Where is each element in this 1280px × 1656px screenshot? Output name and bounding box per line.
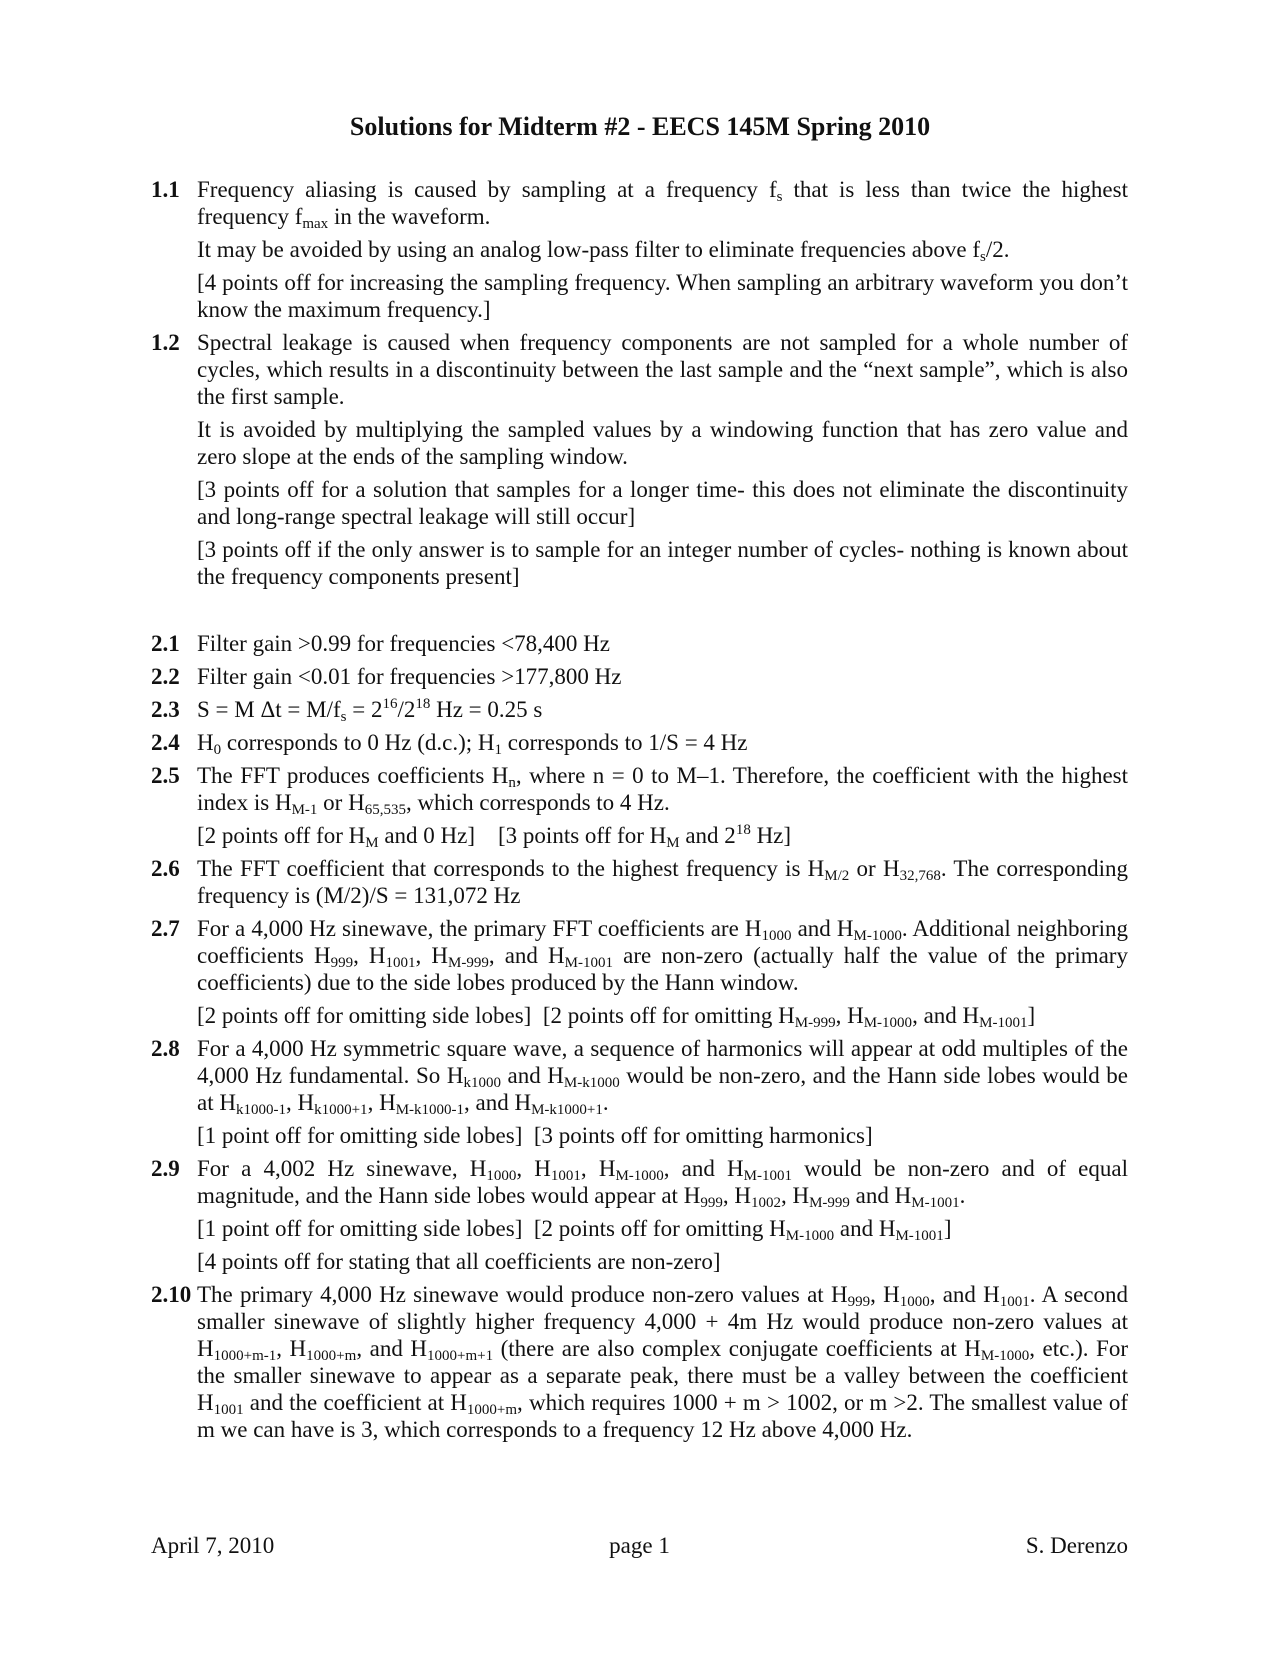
item-number: 2.9	[151, 1156, 180, 1181]
item-body	[197, 663, 1128, 696]
item-paragraph: Frequency aliasing is caused by sampling at a frequency $f_s$ that is less than twice the highest frequency $f_{max}$ in the waveform.	[197, 177, 1128, 232]
item-number: 1.2	[151, 330, 180, 355]
item-body	[197, 1155, 1128, 1281]
page-title: Solutions for Midterm #2 - EECS 145M Spring 2010	[349, 112, 931, 141]
item-body	[197, 729, 1128, 762]
item-number: 2.4	[151, 730, 180, 755]
item-paragraph: [1 point off for omitting side lobes] [2 points off for omitting $H_{M-1000}$ and $H_{M-1001}$]	[197, 1216, 952, 1244]
item-number: 1.1	[151, 177, 180, 202]
item-paragraph: Filter gain <0.01 for frequencies >177,800 Hz	[197, 664, 622, 689]
item-body	[197, 1281, 1128, 1449]
item-paragraph: It is avoided by multiplying the sampled values by a windowing function that has zero value and zero slope at the ends of the sampling window.	[197, 417, 1128, 469]
solution-item	[151, 1155, 1128, 1281]
item-number: 2.3	[151, 697, 180, 722]
item-paragraph: [2 points off for omitting side lobes] [2 points off for omitting $H_{M-999}$, $H_{M-1000}$, and $H_{M-1001}$]	[197, 1003, 1036, 1031]
item-number: 2.5	[151, 763, 180, 788]
item-paragraph: It may be avoided by using an analog low-pass filter to eliminate frequencies above $f_s/2$.	[197, 237, 1010, 265]
item-number: 2.2	[151, 664, 180, 689]
item-number: 2.7	[151, 916, 180, 941]
footer-author: S. Derenzo	[1025, 1533, 1128, 1558]
item-paragraph: Filter gain >0.99 for frequencies <78,400 Hz	[197, 631, 611, 656]
item-paragraph: [1 point off for omitting side lobes] [3 points off for omitting harmonics]	[197, 1123, 873, 1148]
item-body	[197, 762, 1128, 855]
item-body	[197, 915, 1128, 1035]
solution-item	[151, 855, 1128, 915]
solution-item	[151, 1035, 1128, 1155]
item-paragraph: Spectral leakage is caused when frequency components are not sampled for a whole number of cycles, which results in a discontinuity between the last sample and the “next sample”, which is also the first sample.	[197, 330, 1128, 409]
solution-item	[151, 1281, 1128, 1449]
item-number: 2.10	[151, 1282, 192, 1307]
item-body	[197, 855, 1128, 915]
item-paragraph: For a 4,000 Hz symmetric square wave, a sequence of harmonics will appear at odd multiples of the 4,000 Hz fundamental. So $H_{k1000}$ and $H_{M-k1000}$ would be non-zero, and the Hann side lobes would be at $H_{k1000-1}$, $H_{k1000+1}$, $H_{M-k1000-1}$, and $H_{M-k1000+1}$.	[197, 1036, 1128, 1118]
solution-item	[151, 630, 1128, 663]
solution-item	[151, 176, 1128, 329]
solution-item	[151, 329, 1128, 596]
item-paragraph: [2 points off for $H_M$ and 0 Hz] [3 points off for $H_M$ and $2^{18}$ Hz]	[197, 822, 792, 851]
item-paragraph: For a 4,000 Hz sinewave, the primary FFT coefficients are $H_{1000}$ and $H_{M-1000}$. Additional neighboring coefficients $H_{999}$, $H_{1001}$, $H_{M-999}$, and $H_{M-1001}$ are non-zero (actually half the value of the primary coefficients) due to the side lobes produced by the Hann window.	[197, 916, 1128, 995]
solution-item	[151, 729, 1128, 762]
item-paragraph: [3 points off if the only answer is to sample for an integer number of cycles- nothing is known about the frequency components present]	[197, 537, 1128, 589]
solution-item	[151, 663, 1128, 696]
item-paragraph: The FFT produces coefficients $H_n$, where n = 0 to M–1. Therefore, the coefficient with the highest index is $H_{M-1}$ or $H_{65,535}$, which corresponds to 4 Hz.	[197, 763, 1128, 818]
item-paragraph: S = M $\Delta t = M/f_s = 2^{16}/2^{18}$ Hz = 0.25 s	[197, 696, 543, 725]
solution-item	[151, 915, 1128, 1035]
item-number: 2.8	[151, 1036, 180, 1061]
item-paragraph: $H_0$ corresponds to 0 Hz (d.c.); $H_1$ corresponds to 1/S = 4 Hz	[197, 730, 748, 758]
item-number: 2.6	[151, 856, 180, 881]
solution-item	[151, 762, 1128, 855]
item-body	[197, 329, 1128, 596]
item-body	[197, 630, 1128, 663]
item-paragraph: [4 points off for increasing the sampling frequency. When sampling an arbitrary waveform you don’t know the maximum frequency.]	[197, 270, 1128, 322]
item-paragraph: [4 points off for stating that all coefficients are non-zero]	[197, 1249, 721, 1274]
footer-page-number: page 1	[609, 1533, 670, 1558]
solutions-list	[151, 176, 1128, 1449]
item-paragraph: The primary 4,000 Hz sinewave would produce non-zero values at $H_{999}$, $H_{1000}$, and $H_{1001}$. A second smaller sinewave of slightly higher frequency 4,000 + 4m Hz would produce non-zero values at $H_{1000+m-1}$, $H_{1000+m}$, and $H_{1000+m+1}$ (there are also complex conjugate coefficients at $H_{M-1000}$, etc.). For the smaller sinewave to appear as a separate peak, there must be a valley between the coefficient $H_{1001}$ and the coefficient at $H_{1000+m}$, which requires 1000 + m > 1002, or m >2. The smallest value of m we can have is 3, which corresponds to a frequency 12 Hz above 4,000 Hz.	[197, 1282, 1128, 1442]
item-paragraph: [3 points off for a solution that samples for a longer time- this does not eliminate the discontinuity and long-range spectral leakage will still occur]	[197, 477, 1128, 529]
item-body	[197, 1035, 1128, 1155]
item-body	[197, 176, 1128, 329]
item-number: 2.1	[151, 631, 180, 656]
item-body	[197, 696, 1128, 729]
footer-date: April 7, 2010	[151, 1533, 275, 1558]
solution-item	[151, 696, 1128, 729]
item-paragraph: The FFT coefficient that corresponds to the highest frequency is $H_{M/2}$ or $H_{32,768}$. The corresponding frequency is (M/2)/S = 131,072 Hz	[197, 856, 1128, 908]
item-paragraph: For a 4,002 Hz sinewave, $H_{1000}$, $H_{1001}$, $H_{M-1000}$, and $H_{M-1001}$ would be non-zero and of equal magnitude, and the Hann side lobes would appear at $H_{999}$, $H_{1002}$, $H_{M-999}$ and $H_{M-1001}$.	[197, 1156, 1128, 1211]
